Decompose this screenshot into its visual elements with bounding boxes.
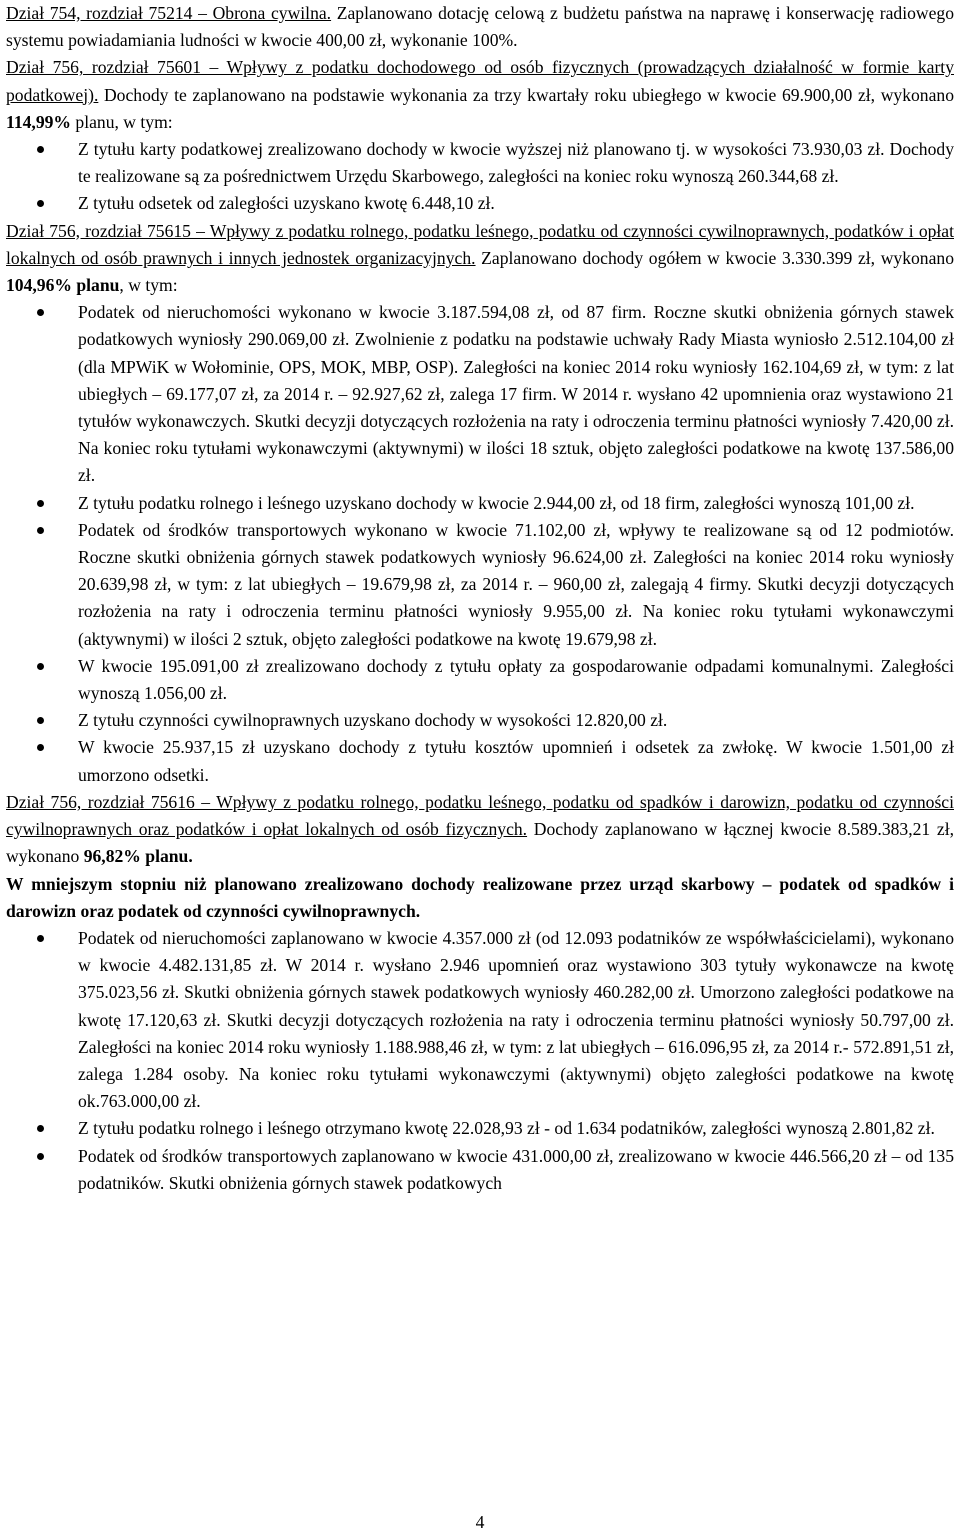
execution-percent: 114,99% [6, 111, 72, 132]
list-item: Podatek od nieruchomości zaplanowano w kwocie 4.357.000 zł (od 12.093 podatników ze współwłaścicielami), wykonano w kwocie 4.482.131,85 zł. W 2014 r. wysłano 2.946 upomnień oraz wystawiono 303 tytuły wykonawcze na kwotę 375.023,56 zł. Skutki obniżenia górnych stawek podatkowych wyniosły 460.282,00 zł. Umorzono zaległości podatkowe na kwotę 17.120,63 zł. Skutki decyzji dotyczących rozłożenia na raty i odroczenia terminu płatności wyniosły 50.797,00 zł. Zaległości na koniec 2014 roku wyniosły 1.188.988,46 zł, w tym: z lat ubiegłych – 616.096,95 zł, za 2014 r.- 572.891,51 zł, zalega 1.284 osoby. Na koniec roku tytułami wykonawczymi (aktywnymi) objęto zaległości podatkowe na kwotę ok.763.000,00 zł. [78, 925, 954, 1115]
section-75616 [6, 789, 954, 871]
section-body: Zaplanowano dotację celową z budżetu państwa na naprawę i konserwację radiowego systemu powiadamiania ludności w kwocie 400,00 zł, wykonanie 100%. [6, 3, 954, 51]
section-heading: Dział 756, rozdział 75601 – Wpływy z podatku dochodowego od osób fizycznych (prowadzących działalność w formie karty podatkowej). [6, 57, 954, 105]
list-item: Z tytułu odsetek od zaległości uzyskano kwotę 6.448,10 zł. [78, 190, 954, 217]
bullet-list [6, 299, 954, 789]
bold-note: W mniejszym stopniu niż planowano zrealizowano dochody realizowane przez urząd skarbowy – podatek od spadków i darowizn oraz podatek od czynności cywilnoprawnych. [6, 873, 954, 921]
list-item: Z tytułu karty podatkowej zrealizowano dochody w kwocie wyższej niż planowano tj. w wysokości 73.930,03 zł. Dochody te realizowane są za pośrednictwem Urzędu Skarbowego, zaległości na koniec roku wynoszą 260.344,68 zł. [78, 136, 954, 190]
list-item: Podatek od nieruchomości wykonano w kwocie 3.187.594,08 zł, od 87 firm. Roczne skutki obniżenia górnych stawek podatkowych wyniosły 290.069,00 zł. Zwolnienie z podatku na podstawie uchwały Rady Miasta wyniosło 2.512.104,00 zł (dla MPWiK w Wołominie, OPS, MOK, MBP, OSP). Zaległości na koniec 2014 roku wyniosły 162.104,69 zł, w tym: z lat ubiegłych – 69.177,07 zł, za 2014 r. – 92.927,62 zł, zalega 17 firm. W 2014 r. wysłano 42 upomnienia oraz wystawiono 21 tytułów wykonawczych. Skutki decyzji dotyczących rozłożenia na raty i odroczenia terminu płatności wyniosły 7.420,00 zł. Na koniec roku tytułami wykonawczymi (aktywnymi) w ilości 18 sztuk, objęto zaległości podatkowe na kwotę 137.586,00 zł. [78, 299, 954, 489]
bullet-list [6, 925, 954, 1197]
list-item: W kwocie 195.091,00 zł zrealizowano dochody z tytułu opłaty za gospodarowanie odpadami komunalnymi. Zaległości wynoszą 1.056,00 zł. [78, 653, 954, 707]
section-body: Zaplanowano dochody ogółem w kwocie 3.330.399 zł, wykonano [475, 247, 954, 268]
list-item: Podatek od środków transportowych wykonano w kwocie 71.102,00 zł, wpływy te realizowane są od 12 podmiotów. Roczne skutki obniżenia górnych stawek podatkowych wyniosły 96.624,00 zł. Zaległości na koniec 2014 roku wyniosły 20.639,98 zł, w tym: z lat ubiegłych – 19.679,98 zł, za 2014 r. – 960,00 zł, zalegają 4 firmy. Skutki decyzji dotyczących rozłożenia na raty i odroczenia terminu płatności wyniosły 9.955,00 zł. Na koniec roku tytułami wykonawczymi (aktywnymi) w ilości 2 sztuk, objęto zaległości podatkowe na kwotę 19.679,98 zł. [78, 517, 954, 653]
list-item: Z tytułu czynności cywilnoprawnych uzyskano dochody w wysokości 12.820,00 zł. [78, 707, 954, 734]
section-body-end: planu, w tym: [71, 111, 173, 132]
section-75214 [6, 0, 954, 54]
section-75601 [6, 54, 954, 136]
execution-percent: 104,96% planu [6, 275, 120, 296]
section-body-end: , w tym: [119, 275, 178, 296]
section-body: Dochody zaplanowano w łącznej kwocie 8.589.383,21 zł, wykonano [6, 819, 954, 867]
section-heading: Dział 756, rozdział 75616 – Wpływy z podatku rolnego, podatku leśnego, podatku od spadków i darowizn, podatku od czynności cywilnoprawnych oraz podatków i opłat lokalnych od osób fizycznych. [6, 791, 954, 840]
document-page [6, 0, 954, 1197]
execution-percent: 96,82% planu. [83, 846, 193, 867]
section-heading: Dział 754, rozdział 75214 – Obrona cywilna. [6, 3, 332, 23]
list-item: W kwocie 25.937,15 zł uzyskano dochody z tytułu kosztów upomnień i odsetek za zwłokę. W kwocie 1.501,00 zł umorzono odsetki. [78, 734, 954, 788]
section-75615 [6, 218, 954, 300]
page-number: 4 [475, 1512, 485, 1532]
section-body: Dochody te zaplanowano na podstawie wykonania za trzy kwartały roku ubiegłego w kwocie 69.900,00 zł, wykonano [98, 84, 954, 105]
bullet-list [6, 136, 954, 218]
section-heading: Dział 756, rozdział 75615 – Wpływy z podatku rolnego, podatku leśnego, podatku od czynności cywilnoprawnych, podatków i opłat lokalnych od osób prawnych i innych jednostek organizacyjnych. [6, 220, 954, 268]
list-item: Podatek od środków transportowych zaplanowano w kwocie 431.000,00 zł, zrealizowano w kwocie 446.566,20 zł – od 135 podatników. Skutki obniżenia górnych stawek podatkowych [78, 1143, 954, 1197]
list-item: Z tytułu podatku rolnego i leśnego uzyskano dochody w kwocie 2.944,00 zł, od 18 firm, zaległości wynoszą 101,00 zł. [78, 490, 954, 517]
bold-paragraph [6, 871, 954, 925]
list-item: Z tytułu podatku rolnego i leśnego otrzymano kwotę 22.028,93 zł - od 1.634 podatników, zaległości wynoszą 2.801,82 zł. [78, 1115, 954, 1142]
